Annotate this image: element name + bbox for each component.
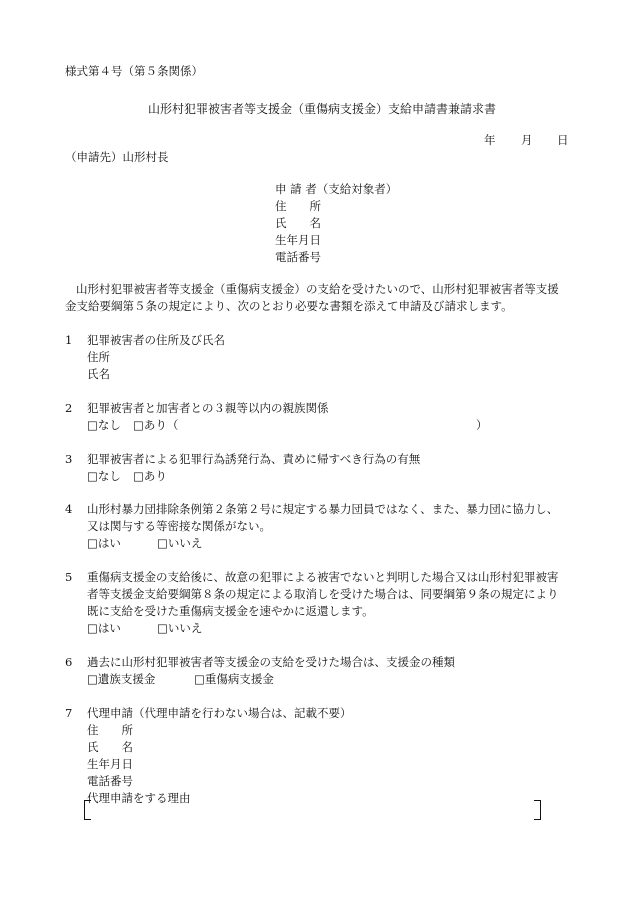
item-5-choice-yes[interactable]: □はい bbox=[87, 621, 121, 635]
item-4-line-1: 山形村暴力団排除条例第２条第２号に規定する暴力団員ではなく、また、暴力団に協力し、 bbox=[87, 502, 559, 516]
date-month-label: 月 bbox=[521, 133, 533, 147]
applicant-heading: 申 請 者（支給対象者） bbox=[275, 182, 398, 196]
item-5-line-3: 既に支給を受けた重傷病支援金を速やかに返還します。 bbox=[87, 604, 374, 618]
item-6-choice-injury[interactable]: □重傷病支援金 bbox=[194, 672, 274, 686]
item-7-title: 代理申請（代理申請を行わない場合は、記載不要） bbox=[87, 706, 352, 720]
item-3-number: 3 bbox=[65, 452, 73, 466]
item-5-number: 5 bbox=[65, 570, 73, 584]
date-year-label: 年 bbox=[484, 133, 496, 147]
addressee: （申請先）山形村長 bbox=[65, 150, 169, 164]
document-title: 山形村犯罪被害者等支援金（重傷病支援金）支給申請書兼請求書 bbox=[148, 102, 497, 116]
item-7-address-label: 住 所 bbox=[87, 723, 133, 737]
item-6-title: 過去に山形村犯罪被害者等支援金の支給を受けた場合は、支援金の種類 bbox=[87, 655, 455, 669]
applicant-birth-label: 生年月日 bbox=[275, 233, 321, 247]
date-day-label: 日 bbox=[557, 133, 569, 147]
applicant-name-label: 氏 名 bbox=[275, 216, 321, 230]
item-1-title: 犯罪被害者の住所及び氏名 bbox=[87, 333, 225, 347]
item-2-choice-exists[interactable]: □あり（ bbox=[133, 418, 179, 432]
intro-line-1: 山形村犯罪被害者等支援金（重傷病支援金）の支給を受けたいので、山形村犯罪被害者等支援 bbox=[76, 282, 559, 296]
item-6-choice-bereaved[interactable]: □遺族支援金 bbox=[87, 672, 156, 686]
item-2-title: 犯罪被害者と加害者との３親等以内の親族関係 bbox=[87, 401, 329, 415]
item-7-birth-label: 生年月日 bbox=[87, 757, 133, 771]
item-1-number: 1 bbox=[65, 333, 73, 347]
item-2-close-paren: ） bbox=[476, 418, 488, 432]
item-3-choice-none[interactable]: □なし bbox=[87, 469, 121, 483]
applicant-address-label: 住 所 bbox=[275, 199, 321, 213]
item-1-address-label: 住所 bbox=[87, 350, 110, 364]
reason-bracket-left bbox=[84, 800, 91, 820]
intro-line-2: 金支給要綱第５条の規定により、次のとおり必要な書類を添えて申請及び請求します。 bbox=[65, 299, 513, 313]
reason-bracket-right bbox=[534, 800, 541, 820]
item-4-number: 4 bbox=[65, 502, 73, 516]
item-5-line-2: 者等支援金支給要綱第８条の規定による取消しを受けた場合は、同要綱第９条の規定により bbox=[87, 587, 559, 601]
form-number: 様式第４号（第５条関係） bbox=[65, 64, 203, 78]
item-4-choice-no[interactable]: □いいえ bbox=[157, 536, 203, 550]
item-4-choice-yes[interactable]: □はい bbox=[87, 536, 121, 550]
item-4-line-2: 又は関与する等密接な関係がない。 bbox=[87, 519, 271, 533]
item-5-choice-no[interactable]: □いいえ bbox=[157, 621, 203, 635]
applicant-phone-label: 電話番号 bbox=[275, 250, 321, 264]
item-3-title: 犯罪被害者による犯罪行為誘発行為、責めに帰すべき行為の有無 bbox=[87, 452, 421, 466]
item-1-name-label: 氏名 bbox=[87, 367, 110, 381]
item-5-line-1: 重傷病支援金の支給後に、故意の犯罪による被害でないと判明した場合又は山形村犯罪被害 bbox=[87, 570, 559, 584]
item-2-number: 2 bbox=[65, 401, 73, 415]
item-7-number: 7 bbox=[65, 706, 73, 720]
item-6-number: 6 bbox=[65, 655, 73, 669]
item-3-choice-exists[interactable]: □あり bbox=[133, 469, 167, 483]
item-7-name-label: 氏 名 bbox=[87, 740, 133, 754]
item-7-reason-label: 代理申請をする理由 bbox=[87, 791, 191, 805]
item-7-phone-label: 電話番号 bbox=[87, 774, 133, 788]
item-2-choice-none[interactable]: □なし bbox=[87, 418, 121, 432]
